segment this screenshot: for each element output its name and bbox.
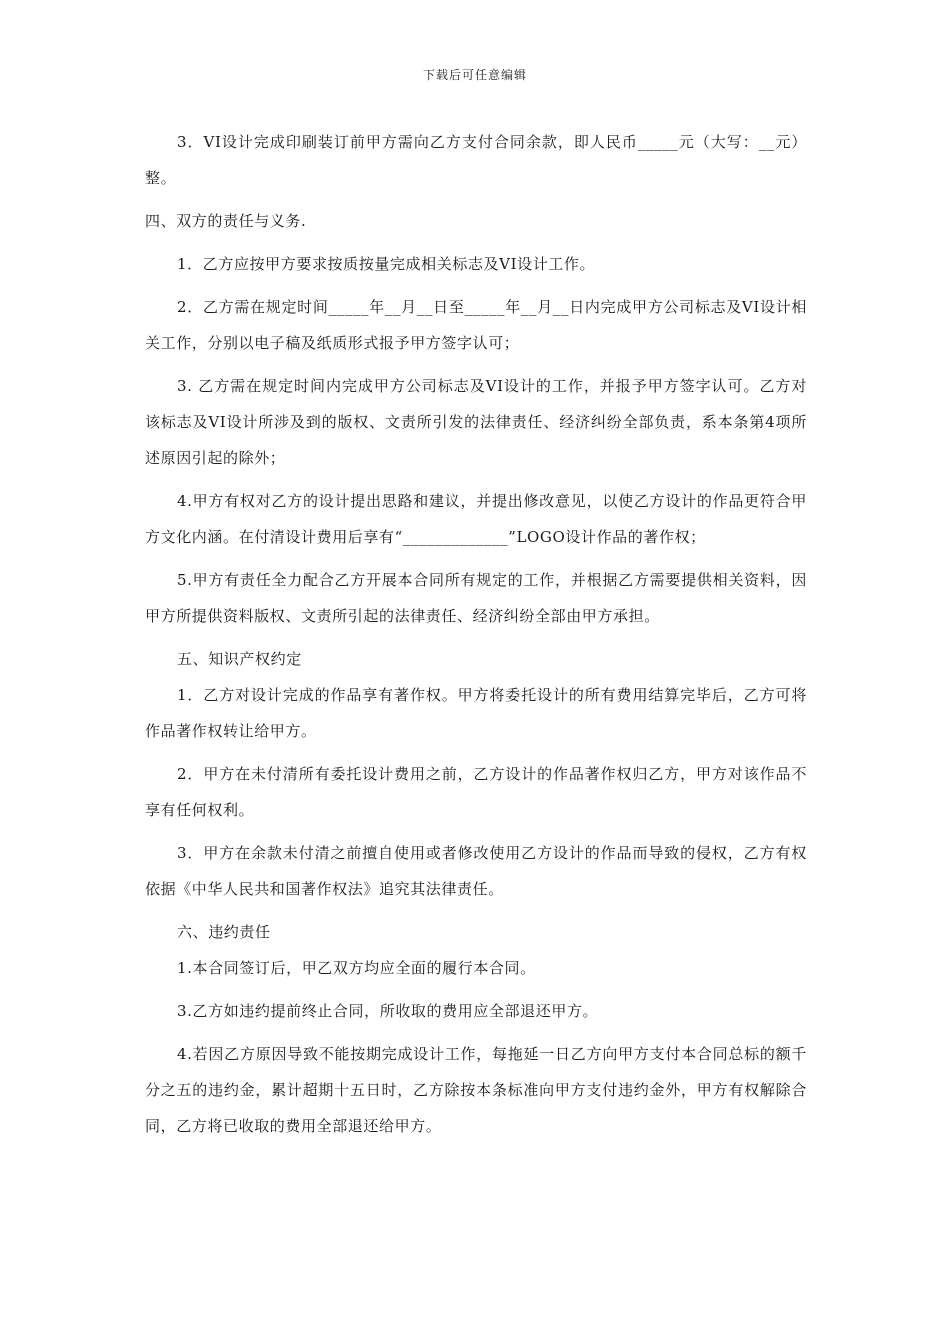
section-heading-breach: 六、违约责任 [177,923,271,941]
section-heading-responsibilities: 四、双方的责任与义务. [145,212,307,230]
clause-5-3: 3．甲方在余款未付清之前擅自使用或者修改使用乙方设计的作品而导致的侵权，乙方有权依据《中华人民共和国著作权法》追究其法律责任。 [145,844,807,898]
clause-6-3: 3.乙方如违约提前终止合同，所收取的费用应全部退还甲方。 [177,1002,599,1020]
section-heading-ip: 五、知识产权约定 [177,650,302,668]
page-header: 下载后可任意编辑 [422,68,527,82]
clause-6-1: 1.本合同签订后，甲乙双方均应全面的履行本合同。 [177,959,536,977]
clause-4-1: 1．乙方应按甲方要求按质按量完成相关标志及VI设计工作。 [177,255,596,273]
clause-5-2: 2．甲方在未付清所有委托设计费用之前，乙方设计的作品著作权归乙方，甲方对该作品不享有任何权利。 [145,765,807,819]
clause-6-4: 4.若因乙方原因导致不能按期完成设计工作，每拖延一日乙方向甲方支付本合同总标的额千分之五的违约金，累计超期十五日时，乙方除按本条标准向甲方支付违约金外，甲方有权解除合同，乙方将已收取的费用全部退还给甲方。 [145,1045,807,1135]
clause-4-5: 5.甲方有责任全力配合乙方开展本合同所有规定的工作，并根据乙方需要提供相关资料，因甲方所提供资料版权、文责所引起的法律责任、经济纠纷全部由甲方承担。 [145,571,807,625]
clause-4-4: 4.甲方有权对乙方的设计提出思路和建议，并提出修改意见，以使乙方设计的作品更符合甲方文化内涵。在付清设计费用后享有“_____________”LOGO设计作品的著作权； [145,492,807,546]
clause-3-final-payment: 3．VI设计完成印刷装订前甲方需向乙方支付合同余款，即人民币_____元（大写：__元）整。 [145,133,807,187]
document-body [145,124,807,1151]
clause-5-1: 1．乙方对设计完成的作品享有著作权。甲方将委托设计的所有费用结算完毕后，乙方可将作品著作权转让给甲方。 [145,686,807,740]
clause-4-3: 3. 乙方需在规定时间内完成甲方公司标志及VI设计的工作，并报予甲方签字认可。乙方对该标志及VI设计所涉及到的版权、文责所引发的法律责任、经济纠纷全部负责，系本条第4项所述原因引起的除外； [145,377,807,467]
clause-4-2: 2．乙方需在规定时间_____年__月__日至_____年__月__日内完成甲方公司标志及VI设计相关工作，分别以电子稿及纸质形式报予甲方签字认可； [145,298,807,352]
